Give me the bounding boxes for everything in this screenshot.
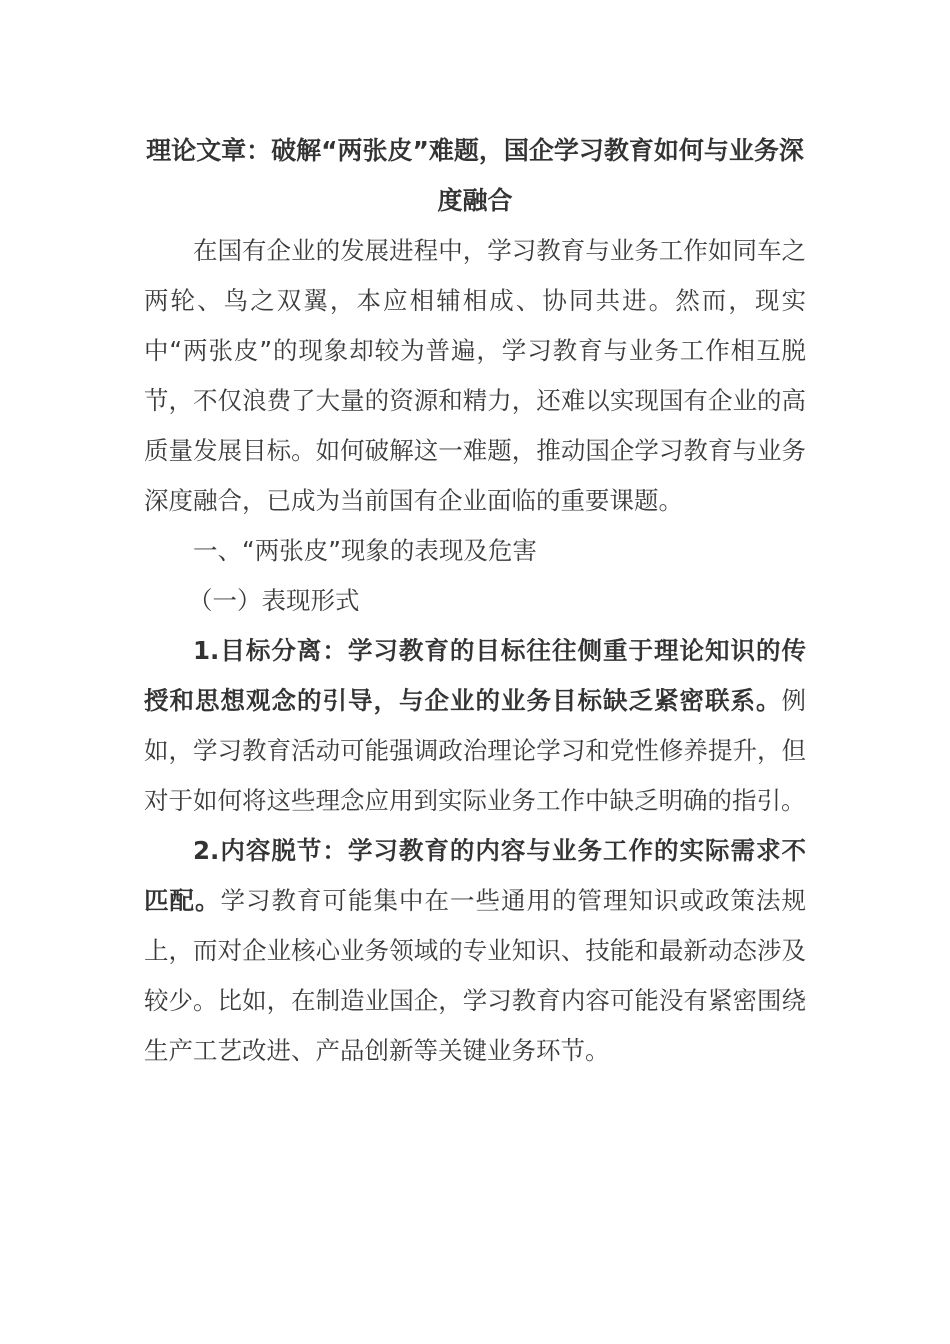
subsection-heading: （一）表现形式 — [188, 586, 360, 615]
intro-paragraph: 在国有企业的发展进程中，学习教育与业务工作如同车之两轮、鸟之双翼，本应相辅相成、协同共进。然而，现实中“两张皮”的现象却较为普遍，学习教育与业务工作相互脱节，不仅浪费了大量的资源和精力，还难以实现国有企业的高质量发展目标。如何破解这一难题，推动国企学习教育与业务深度融合，已成为当前国有企业面临的重要课题。 — [144, 236, 806, 515]
point-1-body: 例如，学习教育活动可能强调政治理论学习和党性修养提升，但对于如何将这些理念应用到实际业务工作中缺乏明确的指引。 — [144, 686, 806, 815]
document-page — [144, 126, 806, 1076]
point-2-lead: 2.内容脱节：学习教育的内容与业务工作的实际需求不匹配。 — [144, 836, 806, 915]
section-heading: 一、“两张皮”现象的表现及危害 — [193, 536, 537, 565]
point-1-paragraph — [144, 626, 806, 826]
point-2-body: 学习教育可能集中在一些通用的管理知识或政策法规上，而对企业核心业务领域的专业知识、技能和最新动态涉及较少。比如，在制造业国企，学习教育内容可能没有紧密围绕生产工艺改进、产品创新等关键业务环节。 — [144, 886, 806, 1065]
document-title: 理论文章：破解“两张皮”难题，国企学习教育如何与业务深度融合 — [146, 136, 804, 215]
point-2-paragraph — [144, 826, 806, 1076]
point-1-lead: 1.目标分离：学习教育的目标往往侧重于理论知识的传授和思想观念的引导，与企业的业务目标缺乏紧密联系。 — [144, 636, 806, 715]
